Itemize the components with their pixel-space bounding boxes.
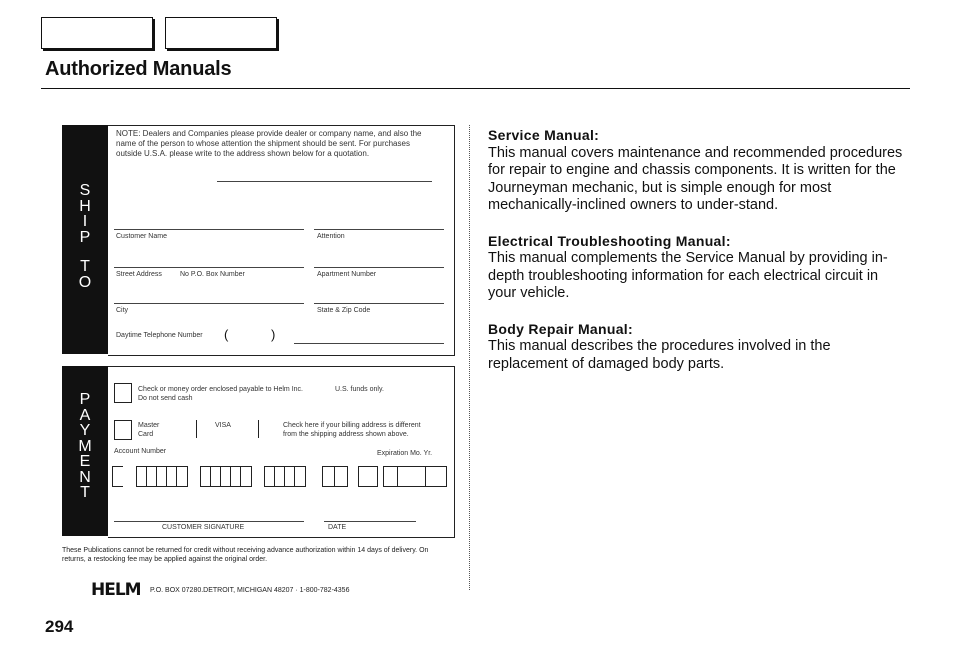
ship-to-band bbox=[62, 125, 108, 354]
manual-heading: Body Repair Manual: bbox=[488, 320, 633, 337]
manual-heading: Service Manual: bbox=[488, 127, 600, 143]
visa-label: VISA bbox=[215, 422, 231, 429]
band-letter: I bbox=[82, 213, 88, 230]
master-label: Master bbox=[138, 422, 160, 429]
expiration-year-cell[interactable] bbox=[383, 466, 398, 487]
manual-body: This manual complements the Service Manual by providing in-depth troubleshooting information for each electrical circuit in your vehicle. bbox=[488, 250, 888, 301]
us-funds-label: U.S. funds only. bbox=[335, 386, 384, 393]
band-letter: T bbox=[80, 484, 90, 501]
manual-heading: Electrical Troubleshooting Manual: bbox=[488, 232, 731, 249]
signature-line[interactable] bbox=[114, 521, 304, 522]
city-label: City bbox=[116, 307, 129, 314]
column-divider bbox=[469, 125, 470, 590]
customer-name-line[interactable] bbox=[114, 229, 304, 230]
payment-band bbox=[62, 366, 108, 536]
phone-line[interactable] bbox=[294, 343, 444, 344]
account-digit-cell[interactable] bbox=[112, 466, 123, 487]
expiration-year-cell[interactable] bbox=[425, 466, 447, 487]
page-title: Authorized Manuals bbox=[45, 58, 232, 80]
card-label: Card bbox=[138, 431, 154, 438]
attention-line[interactable] bbox=[314, 229, 444, 230]
manual-body: This manual covers maintenance and recommended procedures for repair to engine and chassis components. It is written for the Journeyman mechanic, but is simple enough for most mechanically-inclined owners to under-stand. bbox=[488, 144, 903, 213]
returns-footnote: These Publications cannot be returned for credit without receiving advance authorization within 14 days of delivery. On returns, a restocking fee may be applied against the original order. bbox=[62, 547, 429, 563]
band-letter: S bbox=[79, 182, 91, 199]
mastercard-checkbox[interactable] bbox=[114, 420, 132, 440]
billing-label-1: Check here if your billing address is different bbox=[283, 422, 421, 429]
account-digit-cell[interactable] bbox=[294, 466, 306, 487]
street-address-line[interactable] bbox=[114, 267, 304, 268]
check-money-order-checkbox[interactable] bbox=[114, 383, 132, 403]
band-letter: H bbox=[79, 197, 91, 215]
account-digit-cell[interactable] bbox=[334, 466, 348, 487]
company-address: P.O. BOX 07280.DETROIT, MICHIGAN 48207 · 1-800-782-4356 bbox=[150, 587, 350, 594]
customer-signature-label: CUSTOMER SIGNATURE bbox=[162, 524, 245, 531]
payment-letters bbox=[62, 392, 108, 501]
phone-paren-close: ) bbox=[271, 327, 276, 342]
apartment-line[interactable] bbox=[314, 267, 444, 268]
manual-descriptions bbox=[488, 127, 908, 391]
state-zip-label: State & Zip Code bbox=[317, 307, 371, 314]
page-number: 294 bbox=[45, 617, 74, 636]
band-letter: N bbox=[79, 468, 91, 486]
band-letter: A bbox=[79, 406, 91, 424]
date-line[interactable] bbox=[324, 521, 416, 522]
band-letter: Y bbox=[79, 422, 91, 439]
band-letter: M bbox=[78, 437, 92, 455]
expiration-year-cell[interactable] bbox=[397, 466, 426, 487]
customer-name-label: Customer Name bbox=[116, 233, 167, 240]
street-address-label: Street Address bbox=[116, 271, 162, 278]
attention-label: Attention bbox=[317, 233, 345, 240]
helm-logo: HELM bbox=[91, 580, 141, 600]
daytime-phone-label: Daytime Telephone Number bbox=[116, 332, 203, 339]
band-letter: T bbox=[80, 258, 90, 275]
phone-paren-open: ( bbox=[224, 327, 229, 342]
band-letter: P bbox=[79, 228, 91, 246]
expiration-label: Expiration Mo. Yr. bbox=[377, 450, 433, 457]
ship-to-box bbox=[108, 125, 455, 356]
band-letter: O bbox=[78, 273, 92, 291]
billing-label-2: from the shipping address shown above. bbox=[283, 431, 409, 438]
city-line[interactable] bbox=[114, 303, 304, 304]
no-po-box-label: No P.O. Box Number bbox=[180, 271, 245, 278]
account-digit-cell[interactable] bbox=[240, 466, 252, 487]
nav-tab-2[interactable] bbox=[165, 17, 277, 49]
apartment-label: Apartment Number bbox=[317, 271, 377, 278]
account-digit-cell[interactable] bbox=[176, 466, 188, 487]
visa-checkbox[interactable] bbox=[196, 420, 213, 438]
no-cash-label: Do not send cash bbox=[138, 395, 193, 402]
date-label: DATE bbox=[328, 524, 347, 531]
header-rule bbox=[41, 88, 910, 89]
ship-to-letters bbox=[62, 183, 108, 290]
billing-address-checkbox[interactable] bbox=[258, 420, 275, 438]
check-order-label: Check or money order enclosed payable to Helm Inc. bbox=[138, 386, 303, 393]
band-letter: P bbox=[79, 391, 91, 408]
expiration-month-cell[interactable] bbox=[358, 466, 378, 487]
account-number-label: Account Number bbox=[114, 448, 167, 455]
state-zip-line[interactable] bbox=[314, 303, 444, 304]
manual-body: This manual describes the procedures involved in the replacement of damaged body parts. bbox=[488, 338, 831, 372]
nav-tab-1[interactable] bbox=[41, 17, 153, 49]
dealer-note: NOTE: Dealers and Companies please provide dealer or company name, and also the name of the person to whose attention the shipment should be sent. For purchases outside U.S.A. please write to the address shown below for a quotation. bbox=[116, 129, 422, 158]
band-letter: E bbox=[79, 453, 91, 470]
